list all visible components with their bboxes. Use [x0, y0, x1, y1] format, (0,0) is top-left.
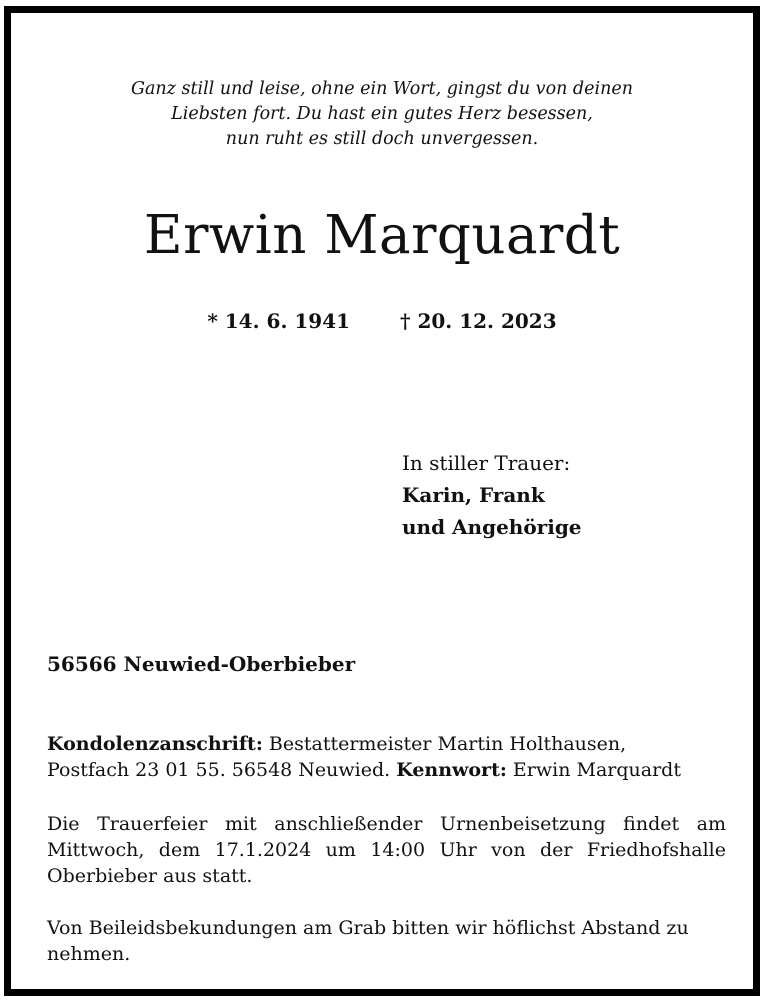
mourners-intro: In stiller Trauer: [402, 451, 571, 475]
poem-line: Ganz still und leise, ohne ein Wort, gingst du von deinen [131, 79, 633, 99]
condolence-address-line2: Postfach 23 01 55. 56548 Neuwied. [47, 759, 397, 781]
condolence-request: Von Beileidsbekundungen am Grab bitten wir höflichst Abstand zu nehmen. [47, 917, 689, 965]
condolence-address-line1: Bestattermeister Martin Holthausen, [262, 733, 627, 755]
poem-line: nun ruht es still doch unvergessen. [225, 129, 539, 149]
place-of-residence: 56566 Neuwied-Oberbieber [47, 652, 356, 676]
deceased-name: Erwin Marquardt [143, 205, 621, 266]
poem-line: Liebsten fort. Du hast ein gutes Herz besessen, [171, 104, 593, 124]
memorial-poem [11, 77, 753, 152]
keyword-label: Kennwort: [396, 759, 507, 781]
death-date: † 20. 12. 2023 [400, 309, 557, 333]
condolence-label: Kondolenzanschrift: [47, 733, 263, 755]
birth-date: * 14. 6. 1941 [207, 309, 351, 333]
mourners-block [402, 447, 582, 543]
obituary-notice [4, 6, 760, 996]
life-dates [11, 306, 753, 336]
mourners-names: und Angehörige [402, 515, 582, 539]
keyword-value: Erwin Marquardt [506, 759, 681, 781]
mourners-names: Karin, Frank [402, 483, 545, 507]
ceremony-info: Die Trauerfeier mit anschließender Urnenbeisetzung findet am Mittwoch, dem 17.1.2024 um 14:00 Uhr von der Friedhofshalle Oberbieber aus statt. [47, 813, 726, 887]
condolence-address [47, 731, 726, 783]
